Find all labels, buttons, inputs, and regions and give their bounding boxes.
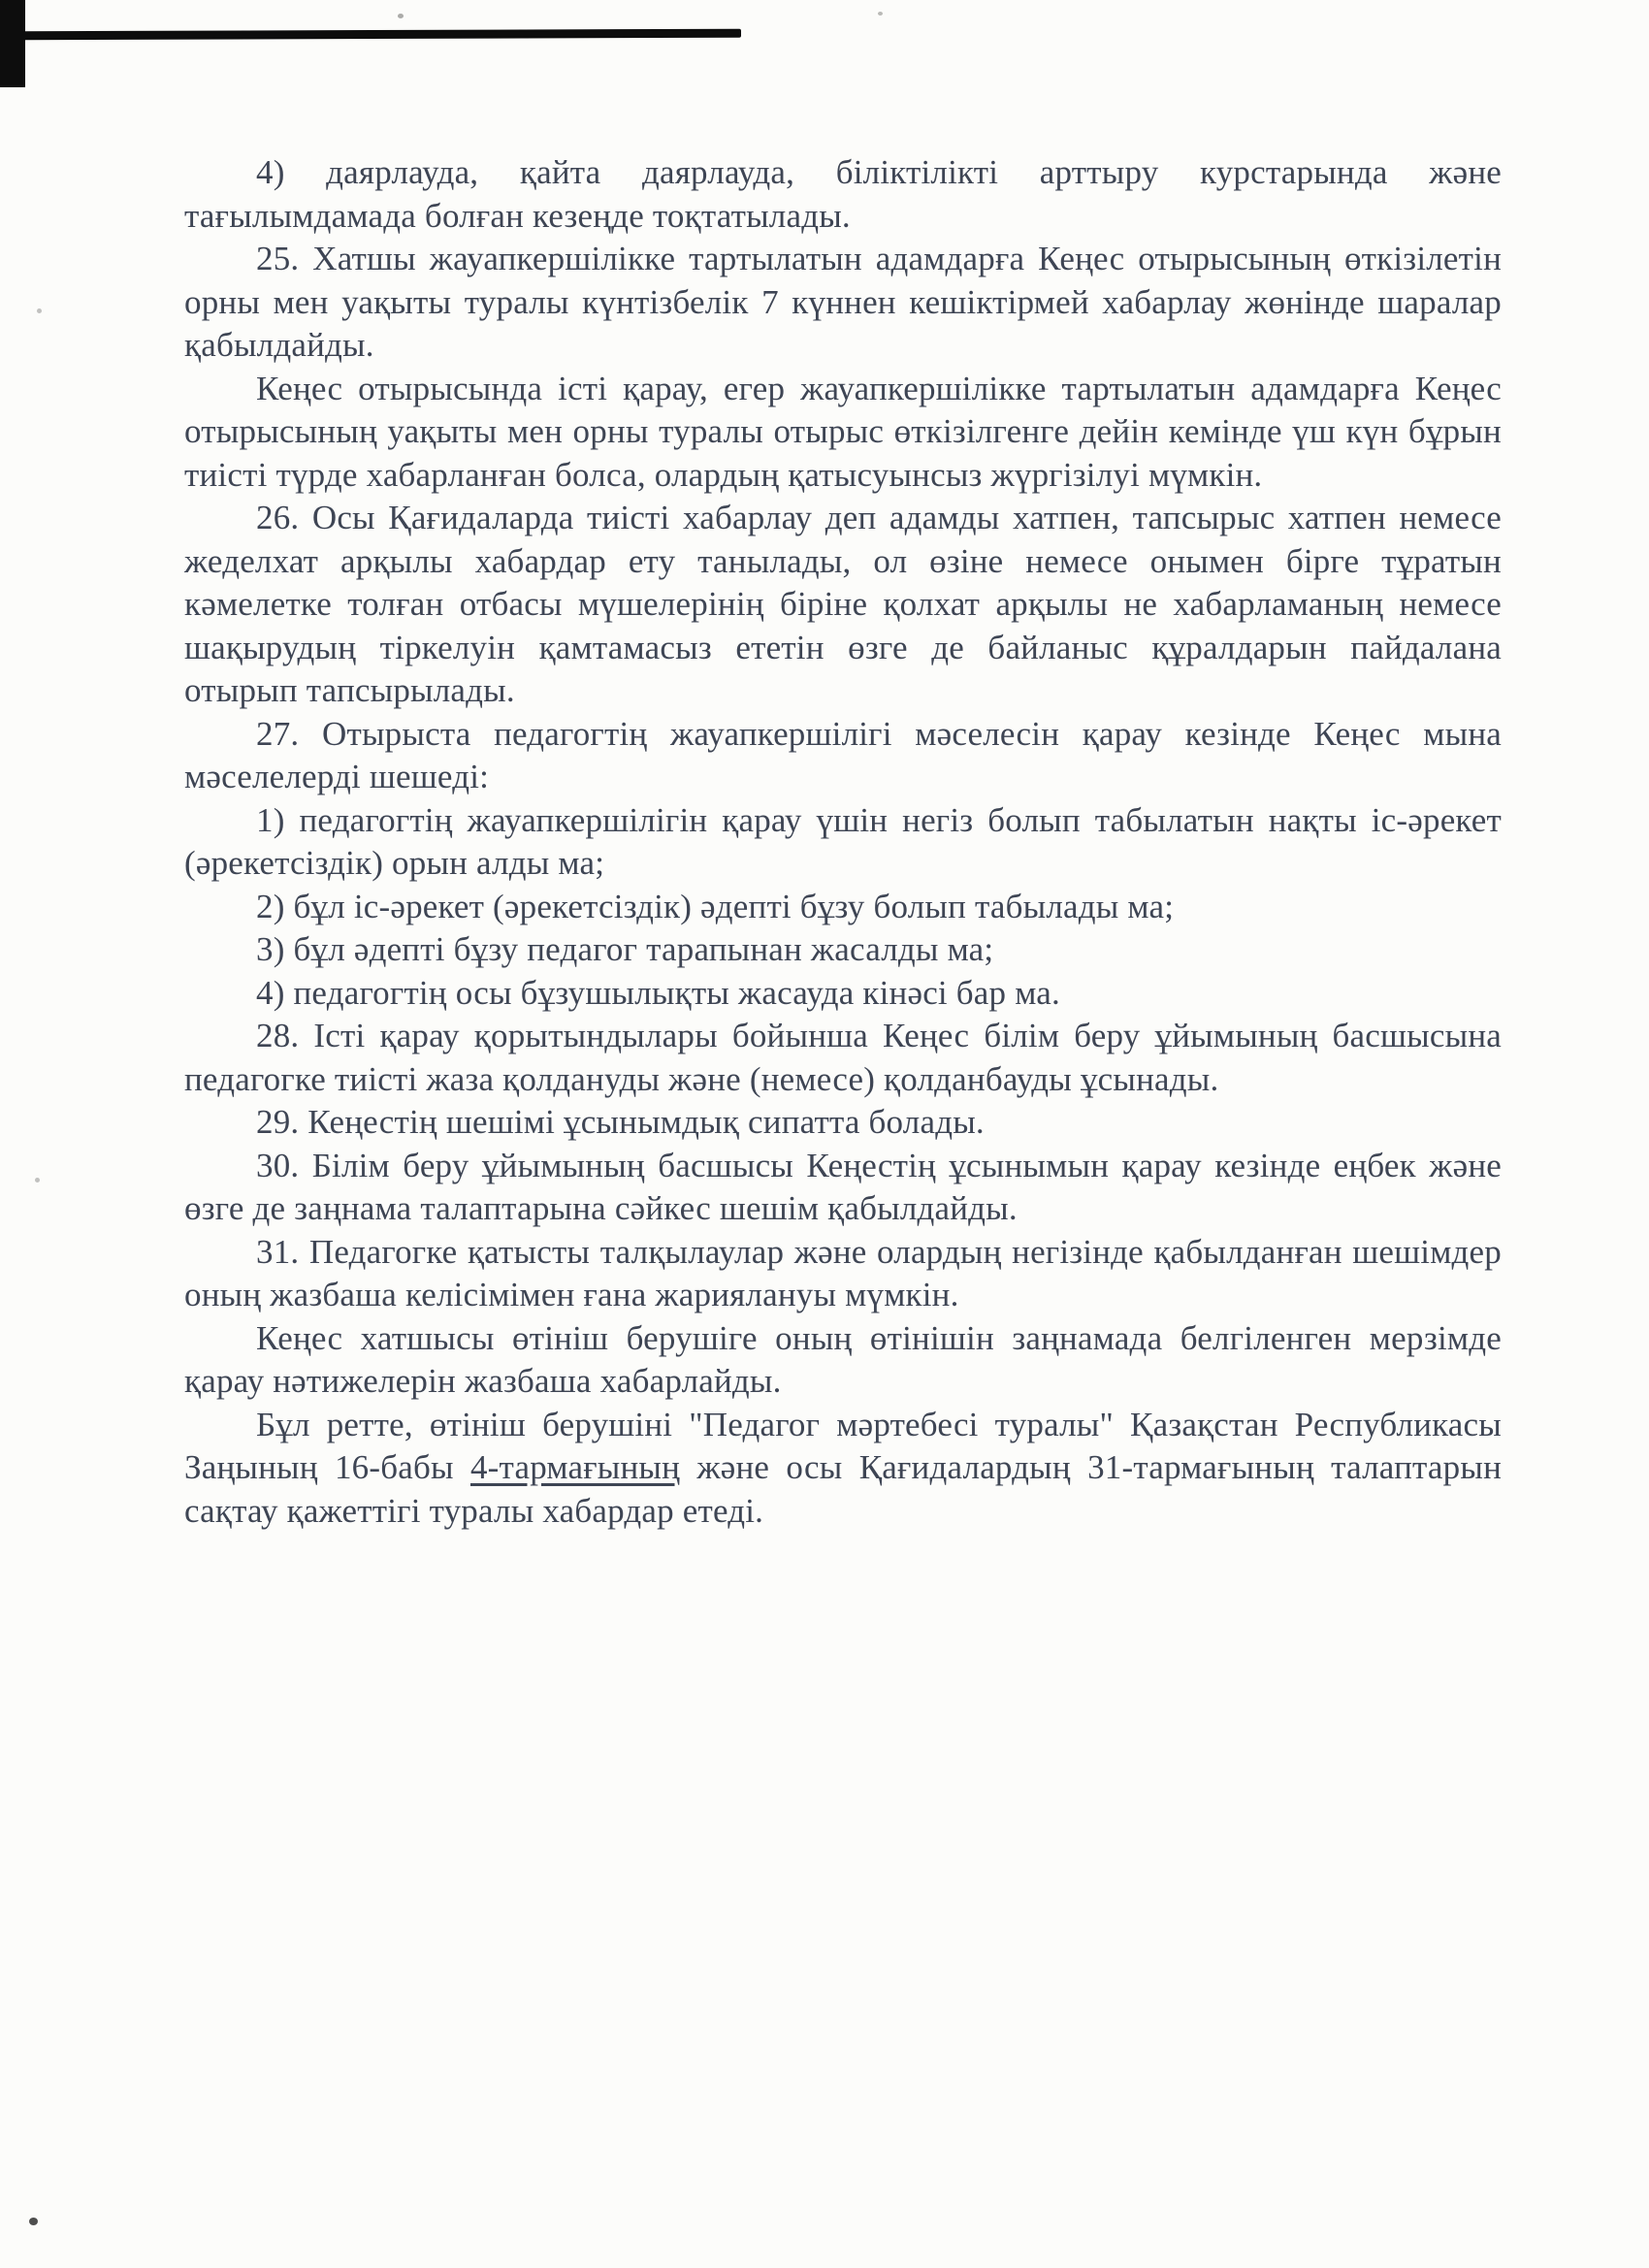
scan-artifact-speck [398,14,404,18]
scan-artifact-speck [29,2218,38,2225]
paragraph [184,1101,1502,1145]
paragraph [184,1015,1502,1101]
text-run: 3) бұл әдепті бұзу педагог тарапынан жасалды ма; [256,930,994,968]
paragraph [184,238,1502,368]
paragraph [184,713,1502,799]
text-run: 25. Хатшы жауапкершілікке тартылатын адамдарға Кеңес отырысының өткізілетін орны мен уақыты туралы күнтізбелік 7 күннен кешіктірмей хабарлау жөнінде шаралар қабылдайды. [184,240,1502,364]
text-run: және осы Қағидалардың 31-тармағының талаптарын сақтау қажеттігі туралы хабардар етеді. [184,1448,1502,1530]
paragraph [184,497,1502,713]
text-run: 1) педагогтің жауапкершілігін қарау үшін негіз болып табылатын нақты іс-әрекет (әрекетсіздік) орын алды ма; [184,800,1502,882]
text-run: 30. Білім беру ұйымының басшысы Кеңестің ұсынымын қарау кезінде еңбек және өзге де заңнама талаптарына сәйкес шешім қабылдайды. [184,1146,1502,1227]
underlined-text: 4-тармағының [469,1448,681,1486]
text-run: Кеңес хатшысы өтініш берушіге оның өтінішін заңнамада белгіленген мерзімде қарау нәтижелерін жазбаша хабарлайды. [184,1318,1502,1400]
text-run: Бұл ретте, өтініш берушіні "Педагог мәртебесі туралы" Қазақстан Республикасы Заңының 16-бабы [184,1405,1502,1486]
paragraph [184,972,1502,1016]
paragraph [184,151,1502,238]
text-run: 26. Осы Қағидаларда тиісті хабарлау деп адамды хатпен, тапсырыс хатпен немесе жеделхат арқылы хабардар ету танылады, ол өзіне немесе онымен бірге тұратын кәмелетке толған отбасы мүшелерінің біріне қолхат арқылы не хабарламаның немесе шақырудың тіркелуін қамтамасыз ететін өзге де байланыс құралдарын пайдалана отырып тапсырылады. [184,499,1502,709]
paragraph [184,928,1502,972]
paragraph [184,799,1502,886]
scan-artifact-speck [37,308,42,313]
paragraph [184,1145,1502,1231]
document-body [184,151,1502,1533]
paragraph [184,886,1502,929]
text-run: Кеңес отырысында істі қарау, егер жауапкершілікке тартылатын адамдарға Кеңес отырысының уақыты мен орны туралы отырыс өткізілгенге дейін кемінде үш күн бұрын тиісті түрде хабарланған болса, олардың қатысуынсыз жүргізілуі мүмкін. [184,369,1502,494]
text-run: 28. Істі қарау қорытындылары бойынша Кеңес білім беру ұйымының басшысына педагогке тиісті жаза қолдануды және (немесе) қолданбауды ұсынады. [184,1017,1502,1098]
paragraph [184,368,1502,498]
text-run: 29. Кеңестің шешімі ұсынымдық сипатта болады. [256,1103,985,1141]
text-run: 2) бұл іс-әрекет (әрекетсіздік) әдепті бұзу болып табылады ма; [256,887,1175,925]
text-run: 4) педагогтің осы бұзушылықты жасауда кінәсі бар ма. [256,973,1060,1012]
paragraph [184,1404,1502,1534]
paragraph [184,1231,1502,1317]
text-run: 4) даярлауда, қайта даярлауда, біліктілікті арттыру курстарында және тағылымдамада болған кезеңде тоқтатылады. [184,153,1502,235]
scan-artifact-speck [878,12,883,16]
scan-artifact-speck [35,1178,40,1183]
scan-artifact-corner-bar [0,0,25,87]
paragraph [184,1317,1502,1404]
scan-artifact-top-line [23,29,741,41]
text-run: 31. Педагогке қатысты талқылаулар және олардың негізінде қабылданған шешімдер оның жазбаша келісімімен ғана жариялануы мүмкін. [184,1232,1502,1313]
text-run: 27. Отырыста педагогтің жауапкершілігі мәселесін қарау кезінде Кеңес мына мәселелерді шешеді: [184,714,1502,795]
